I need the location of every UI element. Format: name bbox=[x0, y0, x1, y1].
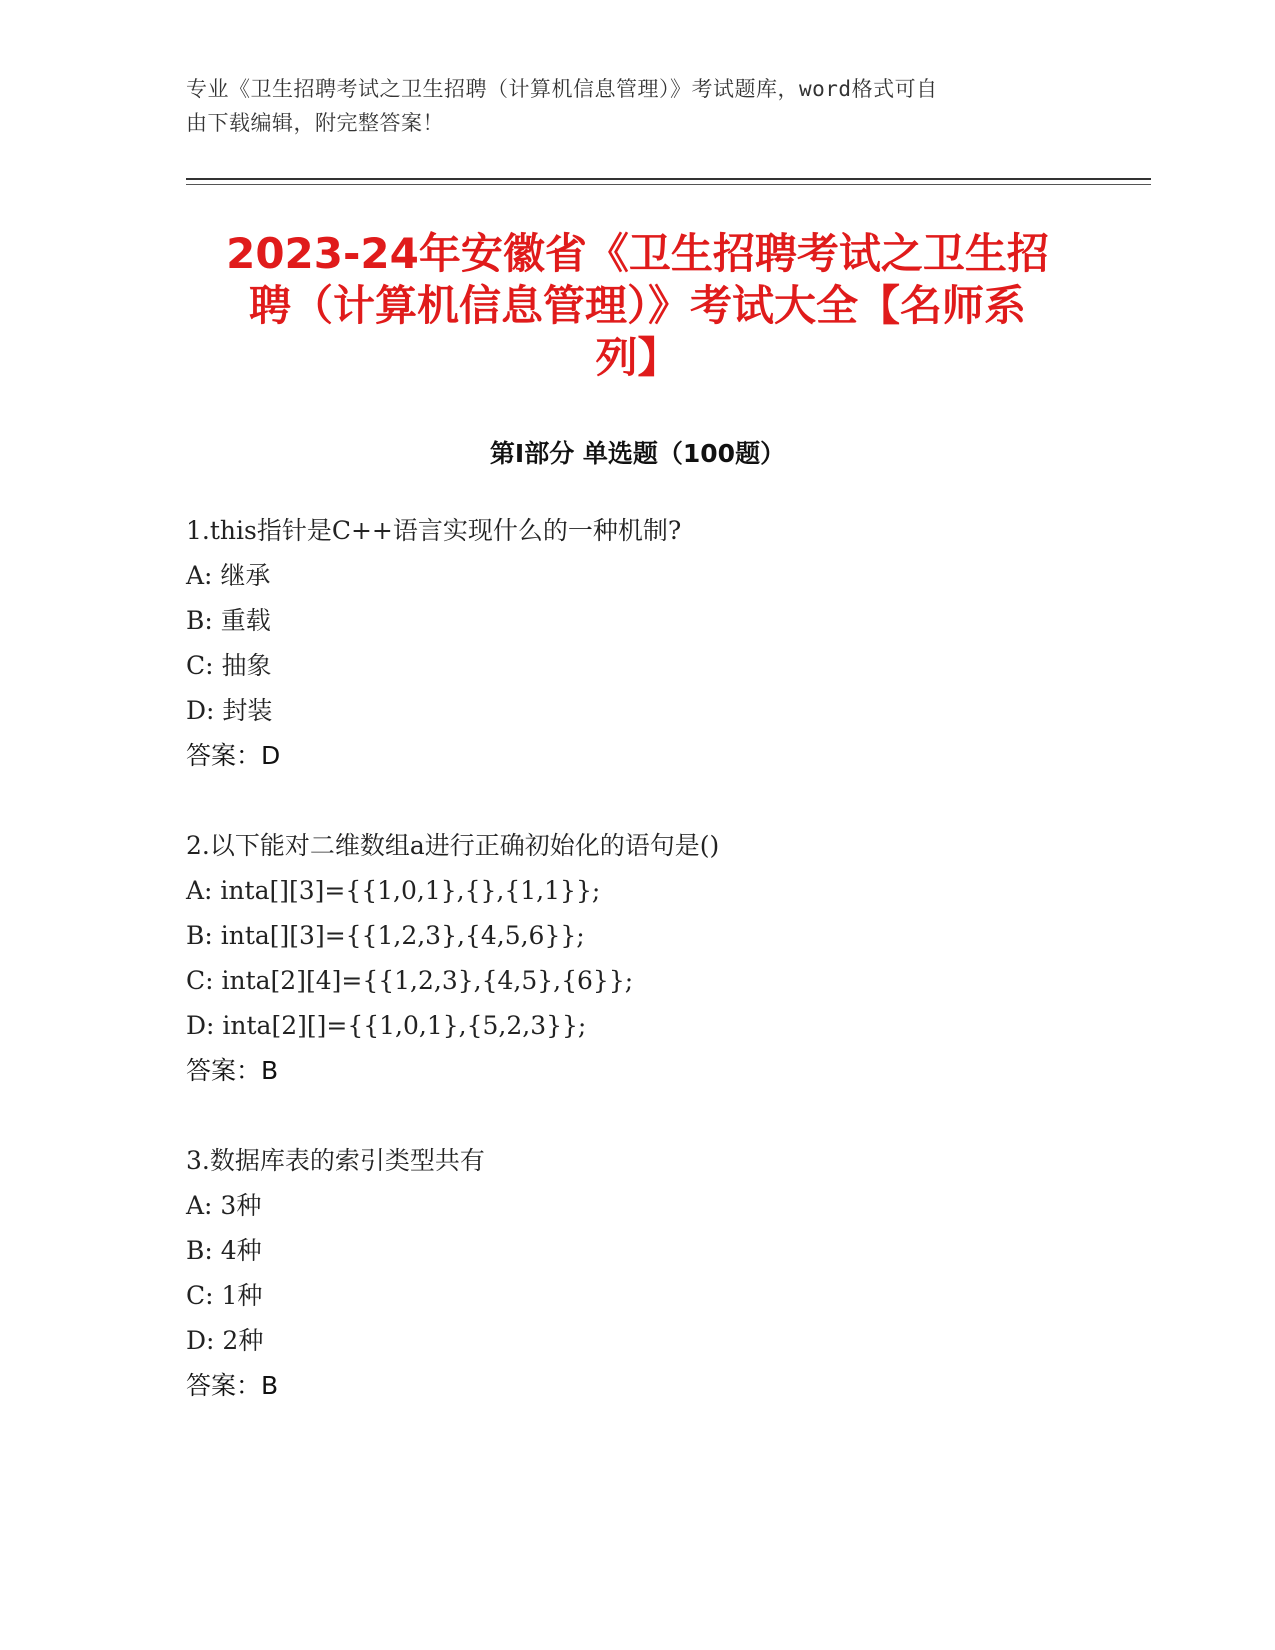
option-b: B: 重载 bbox=[186, 606, 271, 635]
header-divider-thin bbox=[186, 184, 1151, 185]
option-a: A: 继承 bbox=[186, 561, 271, 590]
question-stem: 2.以下能对二维数组a进行正确初始化的语句是() bbox=[186, 831, 720, 860]
option-d: D: 封装 bbox=[186, 696, 273, 725]
option-a: A: 3种 bbox=[186, 1191, 262, 1220]
option-d: D: 2种 bbox=[186, 1326, 264, 1355]
answer-line: 答案：B bbox=[186, 1056, 279, 1085]
question-block-1 bbox=[186, 508, 1089, 778]
option-c: C: inta[2][4]={{1,2,3},{4,5},{6}}; bbox=[186, 966, 634, 995]
option-c: C: 抽象 bbox=[186, 651, 272, 680]
question-block-3 bbox=[186, 1138, 1089, 1408]
question-block-2 bbox=[186, 823, 1089, 1093]
option-a: A: inta[][3]={{1,0,1},{},{1,1}}; bbox=[186, 876, 601, 905]
option-b: B: inta[][3]={{1,2,3},{4,5,6}}; bbox=[186, 921, 585, 950]
document-title bbox=[186, 228, 1089, 384]
option-d: D: inta[2][]={{1,0,1},{5,2,3}}; bbox=[186, 1011, 587, 1040]
answer-line: 答案：D bbox=[186, 741, 281, 770]
header-note-line-2: 由下载编辑，附完整答案！ bbox=[186, 111, 444, 135]
document-title-line-1: 2023-24年安徽省《卫生招聘考试之卫生招 bbox=[226, 229, 1049, 278]
option-b: B: 4种 bbox=[186, 1236, 262, 1265]
answer-line: 答案：B bbox=[186, 1371, 279, 1400]
header-note bbox=[186, 72, 1086, 140]
option-c: C: 1种 bbox=[186, 1281, 263, 1310]
question-stem: 1.this指针是C++语言实现什么的一种机制? bbox=[186, 516, 682, 545]
document-title-line-2: 聘（计算机信息管理）》考试大全【名师系 bbox=[248, 281, 1026, 330]
document-title-line-3: 列】 bbox=[595, 333, 680, 382]
section-title: 第Ⅰ部分 单选题（100题） bbox=[489, 439, 786, 468]
header-note-line-1: 专业《卫生招聘考试之卫生招聘（计算机信息管理）》考试题库，word格式可自 bbox=[186, 77, 938, 101]
header-divider-thick bbox=[186, 178, 1151, 180]
question-stem: 3.数据库表的索引类型共有 bbox=[186, 1146, 485, 1175]
